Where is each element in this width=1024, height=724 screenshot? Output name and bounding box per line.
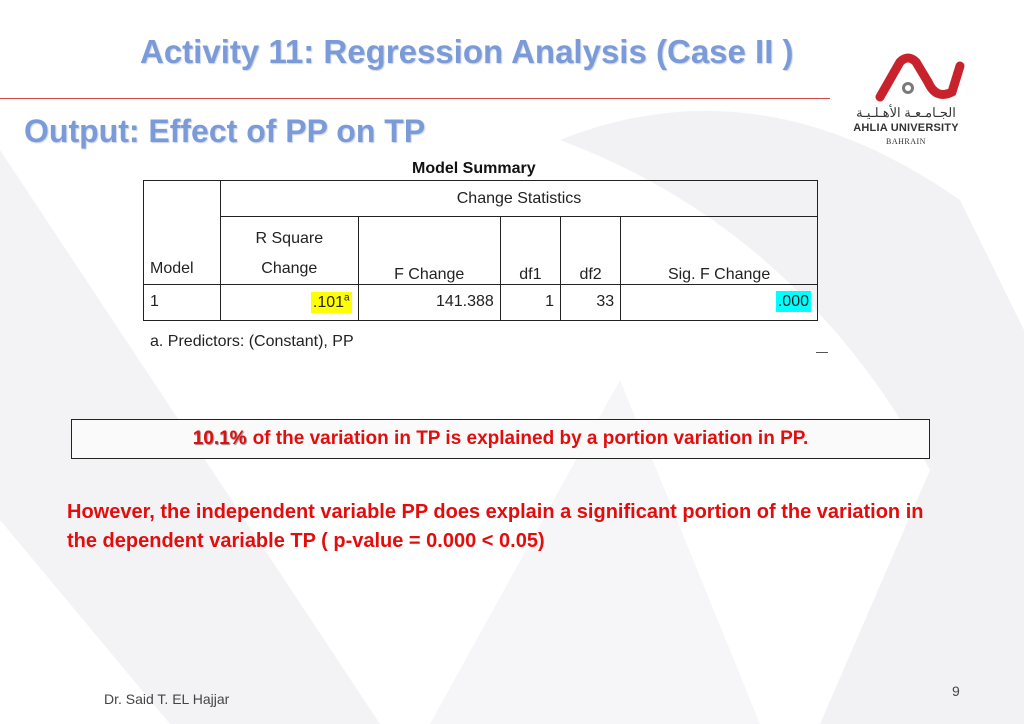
table-row <box>144 284 818 320</box>
table-footnote: a. Predictors: (Constant), PP <box>150 333 354 350</box>
r-square-value-highlight <box>311 292 352 313</box>
small-dash <box>816 352 828 353</box>
model-summary-title: Model Summary <box>412 160 536 177</box>
cell-r-square-change <box>221 284 359 320</box>
col-r-line1: R Square <box>255 229 324 247</box>
logo-english-text: AHLIA UNIVERSITY <box>853 122 959 134</box>
cell-sig-f-change <box>621 284 818 320</box>
conclusion-text: of the variation in TP is explained by a portion variation in PP. <box>252 428 809 449</box>
col-header-model: Model <box>144 181 221 285</box>
slide-title: Activity 11: Regression Analysis (Case II ) <box>140 33 794 70</box>
page-number: 9 <box>952 683 960 699</box>
col-header-f-change: F Change <box>358 217 500 284</box>
cell-df2: 33 <box>560 284 620 320</box>
sig-value: .000 <box>777 293 809 311</box>
footnote-marker: a <box>344 292 350 304</box>
col-header-df2: df2 <box>560 217 620 284</box>
col-header-r-square-change <box>221 217 359 284</box>
explanation-paragraph: However, the independent variable PP does explain a significant portion of the variation in the dependent variable TP ( p-value = 0.000 < 0.05) <box>67 501 924 552</box>
conclusion-box <box>71 419 930 459</box>
col-header-df1: df1 <box>500 217 560 284</box>
logo-arabic-text: الجـامـعـة الأهـلـيـة <box>856 105 956 120</box>
title-divider <box>0 98 830 99</box>
cell-model: 1 <box>144 284 221 320</box>
cell-df1: 1 <box>500 284 560 320</box>
slide-subtitle: Output: Effect of PP on TP <box>24 113 426 149</box>
conclusion-percent: 10.1% <box>192 428 247 449</box>
change-statistics-header: Change Statistics <box>221 181 818 217</box>
cell-f-change: 141.388 <box>358 284 500 320</box>
r-square-value: .101 <box>312 294 345 311</box>
footer-author: Dr. Said T. EL Hajjar <box>104 691 230 707</box>
col-header-sig-f-change: Sig. F Change <box>621 217 818 284</box>
col-r-line2: Change <box>261 259 318 277</box>
model-summary-table <box>143 180 818 321</box>
logo-location-text: BAHRAIN <box>886 137 926 146</box>
